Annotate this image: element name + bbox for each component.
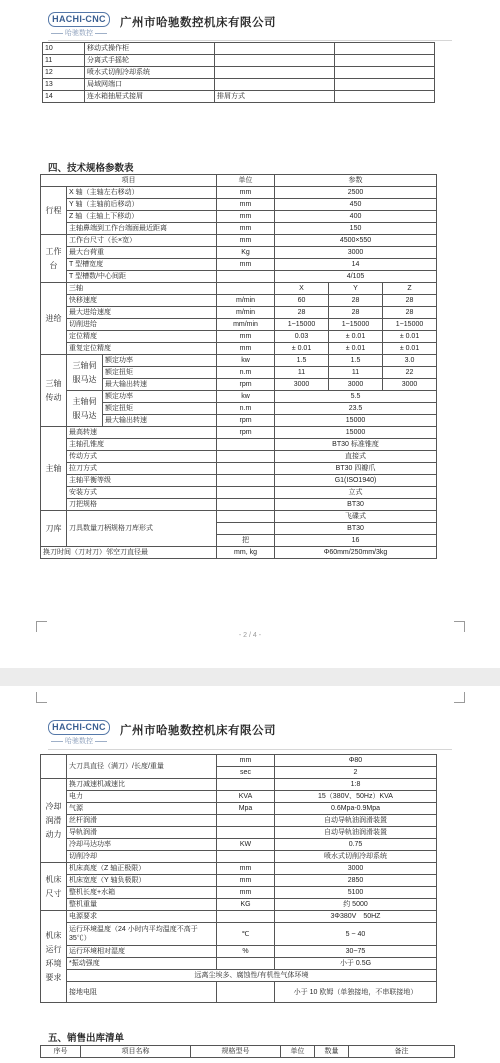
power-value: 自动导轨油润滑装置 bbox=[275, 815, 437, 827]
config-no: 13 bbox=[43, 79, 85, 91]
feed-item: 重复定位精度 bbox=[67, 343, 217, 355]
power-item: 导轨润滑 bbox=[67, 827, 217, 839]
config-extra bbox=[335, 67, 435, 79]
config-extra bbox=[335, 79, 435, 91]
servo-value-y: 1.5 bbox=[329, 355, 383, 367]
table-row bbox=[41, 970, 437, 982]
table-row bbox=[41, 958, 437, 970]
table-row bbox=[43, 43, 435, 55]
spindle-group-label: 主轴 bbox=[41, 427, 67, 511]
page-number: - 2 / 4 - bbox=[238, 632, 262, 639]
table-row bbox=[41, 271, 437, 283]
magazine-value: BT30 bbox=[275, 523, 437, 535]
env-unit: ℃ bbox=[217, 923, 275, 946]
tool-unit: mm bbox=[217, 755, 275, 767]
spindle-unit bbox=[217, 439, 275, 451]
size-value: 3000 bbox=[275, 863, 437, 875]
servo-label: 三轴伺服马达 bbox=[67, 355, 103, 391]
travel-value: 400 bbox=[275, 211, 437, 223]
size-unit: mm bbox=[217, 863, 275, 875]
table-row bbox=[41, 923, 437, 946]
table-row bbox=[41, 899, 437, 911]
crop-mark bbox=[454, 621, 465, 632]
table-row bbox=[41, 863, 437, 875]
env-group-label: 机床运行环境要求 bbox=[41, 911, 67, 1003]
servo-unit: kw bbox=[217, 355, 275, 367]
ground-unit bbox=[217, 982, 275, 1003]
table-row bbox=[41, 427, 437, 439]
header-divider bbox=[48, 749, 452, 750]
table-row bbox=[41, 451, 437, 463]
sales-col-header: 数量 bbox=[315, 1046, 349, 1058]
tool-group-blank bbox=[41, 755, 67, 779]
feed-value-x: 0.03 bbox=[275, 331, 329, 343]
env-item: 电源要求 bbox=[67, 911, 217, 923]
table-row bbox=[41, 199, 437, 211]
size-item: 整机重量 bbox=[67, 899, 217, 911]
header-divider bbox=[48, 40, 452, 41]
env-item: *振动强度 bbox=[67, 958, 217, 970]
spindle-unit bbox=[217, 451, 275, 463]
travel-item: 主轴鼻端到工作台端面最近距离 bbox=[67, 223, 217, 235]
travel-item: Z 轴（主轴上下移动） bbox=[67, 211, 217, 223]
spindle-unit bbox=[217, 463, 275, 475]
sales-col-header: 单位 bbox=[281, 1046, 315, 1058]
spindle-servo-value: 5.5 bbox=[275, 391, 437, 403]
table-row bbox=[41, 791, 437, 803]
spindle-item: 主轴孔锥度 bbox=[67, 439, 217, 451]
feed-value-y: 1~15000 bbox=[329, 319, 383, 331]
power-value: 1:8 bbox=[275, 779, 437, 791]
magazine-item: 刀具数量刀柄规格刀库形式 bbox=[67, 511, 217, 547]
table-row bbox=[41, 487, 437, 499]
travel-unit: mm bbox=[217, 199, 275, 211]
table-row bbox=[43, 55, 435, 67]
table-row bbox=[41, 463, 437, 475]
feed-value-y: 28 bbox=[329, 295, 383, 307]
env-item: 运行环境相对湿度 bbox=[67, 946, 217, 958]
table-row bbox=[41, 755, 437, 767]
worktable-unit: mm bbox=[217, 235, 275, 247]
crop-mark bbox=[36, 692, 47, 703]
sales-col-header: 备注 bbox=[349, 1046, 455, 1058]
servo-item: 最大输出转速 bbox=[103, 379, 217, 391]
power-group-label: 冷却润滑动力 bbox=[41, 779, 67, 863]
power-value: 喷水式切削冷却系统 bbox=[275, 851, 437, 863]
spindle-item: 刀把规格 bbox=[67, 499, 217, 511]
spindle-servo-value: 15000 bbox=[275, 415, 437, 427]
config-item: 连水箱抽屉式接屑 bbox=[85, 91, 215, 103]
env-value: 30~75 bbox=[275, 946, 437, 958]
env-value: 5 ~ 40 bbox=[275, 923, 437, 946]
travel-value: 150 bbox=[275, 223, 437, 235]
feed-value-z: ± 0.01 bbox=[383, 331, 437, 343]
size-value: 5100 bbox=[275, 887, 437, 899]
feed-axis-header: Y bbox=[329, 283, 383, 295]
feed-value-z: 28 bbox=[383, 307, 437, 319]
travel-unit: mm bbox=[217, 211, 275, 223]
travel-unit: mm bbox=[217, 223, 275, 235]
travel-unit: mm bbox=[217, 187, 275, 199]
feed-unit: m/min bbox=[217, 307, 275, 319]
feed-item: 切削进给 bbox=[67, 319, 217, 331]
feed-unit: mm bbox=[217, 331, 275, 343]
magazine-value: 飞碟式 bbox=[275, 511, 437, 523]
table-row bbox=[41, 235, 437, 247]
tool-unit: sec bbox=[217, 767, 275, 779]
feed-value-z: 28 bbox=[383, 295, 437, 307]
table-row bbox=[41, 839, 437, 851]
document-page-3 bbox=[0, 686, 500, 1063]
section-title-specs: 四、技术规格参数表 bbox=[48, 163, 134, 174]
feed-unit: mm bbox=[217, 343, 275, 355]
page-header bbox=[48, 720, 452, 750]
magazine-unit: 把 bbox=[217, 535, 275, 547]
table-row bbox=[41, 259, 437, 271]
config-item: 分离式手摇轮 bbox=[85, 55, 215, 67]
spindle-servo-label: 主轴伺服马达 bbox=[67, 391, 103, 427]
servo-value-z: 3.0 bbox=[383, 355, 437, 367]
config-no: 10 bbox=[43, 43, 85, 55]
worktable-value: 4500×550 bbox=[275, 235, 437, 247]
worktable-item: T 型槽宽度 bbox=[67, 259, 217, 271]
servo-value-x: 11 bbox=[275, 367, 329, 379]
travel-item: Y 轴（主轴前后移动） bbox=[67, 199, 217, 211]
feed-group-label: 进给 bbox=[41, 283, 67, 355]
config-note bbox=[215, 43, 335, 55]
company-logo: HACHI-CNC 哈驰数控 bbox=[48, 12, 108, 38]
table-row bbox=[41, 295, 437, 307]
feed-item: 最大进给速度 bbox=[67, 307, 217, 319]
power-item: 丝杆润滑 bbox=[67, 815, 217, 827]
spindle-servo-value: 23.5 bbox=[275, 403, 437, 415]
power-value: 自动导轨油润滑装置 bbox=[275, 827, 437, 839]
table-row bbox=[41, 391, 437, 403]
worktable-unit bbox=[217, 271, 275, 283]
worktable-unit: mm bbox=[217, 259, 275, 271]
power-unit bbox=[217, 827, 275, 839]
feed-value-x: 28 bbox=[275, 307, 329, 319]
servo-value-y: 11 bbox=[329, 367, 383, 379]
travel-item: X 轴（主轴左右移动） bbox=[67, 187, 217, 199]
env-note: 远离尘埃多、腐蚀性/有机性气体环境 bbox=[67, 970, 437, 982]
spec-head-unit: 单位 bbox=[217, 175, 275, 187]
table-row bbox=[41, 946, 437, 958]
feed-value-y: 28 bbox=[329, 307, 383, 319]
config-table bbox=[42, 42, 435, 103]
sales-col-header: 规格型号 bbox=[191, 1046, 281, 1058]
size-value: 约 5000 bbox=[275, 899, 437, 911]
servo-value-z: 22 bbox=[383, 367, 437, 379]
table-row bbox=[41, 283, 437, 295]
servo-value-x: 1.5 bbox=[275, 355, 329, 367]
feed-unit: mm/min bbox=[217, 319, 275, 331]
power-unit: KW bbox=[217, 839, 275, 851]
table-row bbox=[41, 887, 437, 899]
spindle-item: 最高转速 bbox=[67, 427, 217, 439]
spindle-value: 15000 bbox=[275, 427, 437, 439]
feed-value-y: ± 0.01 bbox=[329, 343, 383, 355]
spindle-item: 拉刀方式 bbox=[67, 463, 217, 475]
table-row bbox=[41, 982, 437, 1003]
feed-value-z: ± 0.01 bbox=[383, 343, 437, 355]
table-row bbox=[41, 355, 437, 367]
servo-unit: n.m bbox=[217, 367, 275, 379]
power-unit: Mpa bbox=[217, 803, 275, 815]
change-unit: mm, kg bbox=[217, 547, 275, 559]
servo-value-y: 3000 bbox=[329, 379, 383, 391]
worktable-item: 工作台尺寸（长×宽） bbox=[67, 235, 217, 247]
env-item: 运行环境温度（24 小时内平均温度不高于 35℃） bbox=[67, 923, 217, 946]
power-item: 电力 bbox=[67, 791, 217, 803]
company-logo: HACHI-CNC 哈驰数控 bbox=[48, 720, 108, 746]
spindle-unit: rpm bbox=[217, 427, 275, 439]
table-row bbox=[41, 511, 437, 523]
travel-value: 2500 bbox=[275, 187, 437, 199]
table-row bbox=[41, 803, 437, 815]
feed-axis-header: Z bbox=[383, 283, 437, 295]
feed-unit: m/min bbox=[217, 295, 275, 307]
table-row bbox=[41, 175, 437, 187]
table-row bbox=[41, 547, 437, 559]
feed-value-z: 1~15000 bbox=[383, 319, 437, 331]
power-unit bbox=[217, 815, 275, 827]
feed-value-x: ± 0.01 bbox=[275, 343, 329, 355]
sales-col-header: 序号 bbox=[41, 1046, 81, 1058]
table-row bbox=[41, 247, 437, 259]
power-value: 15（380V、50Hz）KVA bbox=[275, 791, 437, 803]
spindle-value: G1(ISO1940) bbox=[275, 475, 437, 487]
table-row bbox=[41, 475, 437, 487]
env-value: 3Φ380V 50HZ bbox=[275, 911, 437, 923]
worktable-item: 最大台荷重 bbox=[67, 247, 217, 259]
table-row bbox=[41, 307, 437, 319]
size-unit: mm bbox=[217, 875, 275, 887]
magazine-value: 16 bbox=[275, 535, 437, 547]
sales-col-header: 项目名称 bbox=[81, 1046, 191, 1058]
size-item: 机床高度（Z 轴正极限） bbox=[67, 863, 217, 875]
config-item: 移动式操作柜 bbox=[85, 43, 215, 55]
spindle-servo-unit: kw bbox=[217, 391, 275, 403]
feed-axis-label: 三轴 bbox=[67, 283, 217, 295]
table-row bbox=[41, 499, 437, 511]
feed-item: 定位精度 bbox=[67, 331, 217, 343]
power-item: 冷却马达功率 bbox=[67, 839, 217, 851]
config-no: 14 bbox=[43, 91, 85, 103]
table-row bbox=[41, 223, 437, 235]
power-item: 换刀减速机减速比 bbox=[67, 779, 217, 791]
table-row bbox=[41, 331, 437, 343]
travel-group-label: 行程 bbox=[41, 187, 67, 235]
company-name: 广州市哈驰数控机床有限公司 bbox=[120, 17, 276, 29]
config-no: 11 bbox=[43, 55, 85, 67]
spindle-value: BT30 四瓣爪 bbox=[275, 463, 437, 475]
magazine-unit bbox=[217, 511, 275, 523]
table-row bbox=[43, 79, 435, 91]
spec-head-param: 参数 bbox=[275, 175, 437, 187]
table-row bbox=[41, 851, 437, 863]
size-item: 整机长度+水箱 bbox=[67, 887, 217, 899]
config-item: 喷水式切削冷却系统 bbox=[85, 67, 215, 79]
config-note bbox=[215, 79, 335, 91]
size-unit: KG bbox=[217, 899, 275, 911]
drive-group-label: 三轴传动 bbox=[41, 355, 67, 427]
magazine-group-label: 刀库 bbox=[41, 511, 67, 547]
spindle-value: BT30 标准锥度 bbox=[275, 439, 437, 451]
spindle-unit bbox=[217, 499, 275, 511]
sales-list-table bbox=[40, 1045, 455, 1058]
spindle-value: 立式 bbox=[275, 487, 437, 499]
table-row bbox=[43, 91, 435, 103]
table-row bbox=[41, 439, 437, 451]
tool-value: 2 bbox=[275, 767, 437, 779]
spindle-servo-item: 额定功率 bbox=[103, 391, 217, 403]
magazine-unit bbox=[217, 523, 275, 535]
table-row bbox=[43, 67, 435, 79]
power-value: 0.75 bbox=[275, 839, 437, 851]
power-unit bbox=[217, 851, 275, 863]
feed-axis-header: X bbox=[275, 283, 329, 295]
worktable-value: 4/105 bbox=[275, 271, 437, 283]
crop-mark bbox=[36, 621, 47, 632]
size-item: 机床宽度（Y 轴负极限） bbox=[67, 875, 217, 887]
spec-head-item: 项目 bbox=[41, 175, 217, 187]
table-row bbox=[41, 343, 437, 355]
ground-value: 小于 10 欧姆（单独接地，不串联接地） bbox=[275, 982, 437, 1003]
crop-mark bbox=[454, 692, 465, 703]
config-extra bbox=[335, 55, 435, 67]
table-row bbox=[41, 319, 437, 331]
table-row bbox=[41, 827, 437, 839]
table-row bbox=[41, 815, 437, 827]
env-unit bbox=[217, 911, 275, 923]
power-unit bbox=[217, 779, 275, 791]
config-note bbox=[215, 67, 335, 79]
spindle-item: 安装方式 bbox=[67, 487, 217, 499]
feed-value-y: ± 0.01 bbox=[329, 331, 383, 343]
power-value: 0.6Mpa-0.9Mpa bbox=[275, 803, 437, 815]
table-row bbox=[41, 211, 437, 223]
spindle-value: BT30 bbox=[275, 499, 437, 511]
power-item: 气源 bbox=[67, 803, 217, 815]
change-value: Φ60mm/250mm/3kg bbox=[275, 547, 437, 559]
spindle-servo-unit: n.m bbox=[217, 403, 275, 415]
config-item: 局域网端口 bbox=[85, 79, 215, 91]
worktable-item: T 型槽数/中心间距 bbox=[67, 271, 217, 283]
spindle-servo-item: 最大输出转速 bbox=[103, 415, 217, 427]
worktable-unit: Kg bbox=[217, 247, 275, 259]
config-extra bbox=[335, 43, 435, 55]
spindle-item: 传动方式 bbox=[67, 451, 217, 463]
config-extra bbox=[335, 91, 435, 103]
change-item: 换刀时间（刀对刀）邻空刀直径最 bbox=[41, 547, 217, 559]
company-name: 广州市哈驰数控机床有限公司 bbox=[120, 725, 276, 737]
feed-value-x: 60 bbox=[275, 295, 329, 307]
spindle-unit bbox=[217, 487, 275, 499]
config-note: 排屑方式 bbox=[215, 91, 335, 103]
table-row bbox=[41, 779, 437, 791]
servo-item: 额定功率 bbox=[103, 355, 217, 367]
tool-item: 大刀具直径（满刀）/长度/重量 bbox=[67, 755, 217, 779]
servo-unit: rpm bbox=[217, 379, 275, 391]
spindle-unit bbox=[217, 475, 275, 487]
env-unit bbox=[217, 958, 275, 970]
section-title-sales-list: 五、销售出库清单 bbox=[48, 1033, 125, 1044]
feed-item: 快移速度 bbox=[67, 295, 217, 307]
power-item: 切削冷却 bbox=[67, 851, 217, 863]
servo-value-x: 3000 bbox=[275, 379, 329, 391]
env-value: 小于 0.5G bbox=[275, 958, 437, 970]
worktable-value: 14 bbox=[275, 259, 437, 271]
table-row bbox=[41, 187, 437, 199]
spindle-item: 主轴平衡等级 bbox=[67, 475, 217, 487]
env-unit: % bbox=[217, 946, 275, 958]
servo-item: 额定扭矩 bbox=[103, 367, 217, 379]
servo-value-z: 3000 bbox=[383, 379, 437, 391]
worktable-value: 3000 bbox=[275, 247, 437, 259]
spindle-servo-item: 额定扭矩 bbox=[103, 403, 217, 415]
spec-table-continued bbox=[40, 754, 437, 1003]
spindle-value: 直接式 bbox=[275, 451, 437, 463]
config-note bbox=[215, 55, 335, 67]
table-row bbox=[41, 875, 437, 887]
feed-value-x: 1~15000 bbox=[275, 319, 329, 331]
config-no: 12 bbox=[43, 67, 85, 79]
ground-item: 接地电阻 bbox=[67, 982, 217, 1003]
table-row bbox=[41, 911, 437, 923]
size-group-label: 机床尺寸 bbox=[41, 863, 67, 911]
travel-value: 450 bbox=[275, 199, 437, 211]
size-unit: mm bbox=[217, 887, 275, 899]
worktable-group-label: 工作台 bbox=[41, 235, 67, 283]
power-unit: KVA bbox=[217, 791, 275, 803]
size-value: 2850 bbox=[275, 875, 437, 887]
feed-axis-unit bbox=[217, 283, 275, 295]
tool-value: Φ80 bbox=[275, 755, 437, 767]
spindle-servo-unit: rpm bbox=[217, 415, 275, 427]
spec-table bbox=[40, 174, 437, 559]
page-header bbox=[48, 12, 452, 42]
